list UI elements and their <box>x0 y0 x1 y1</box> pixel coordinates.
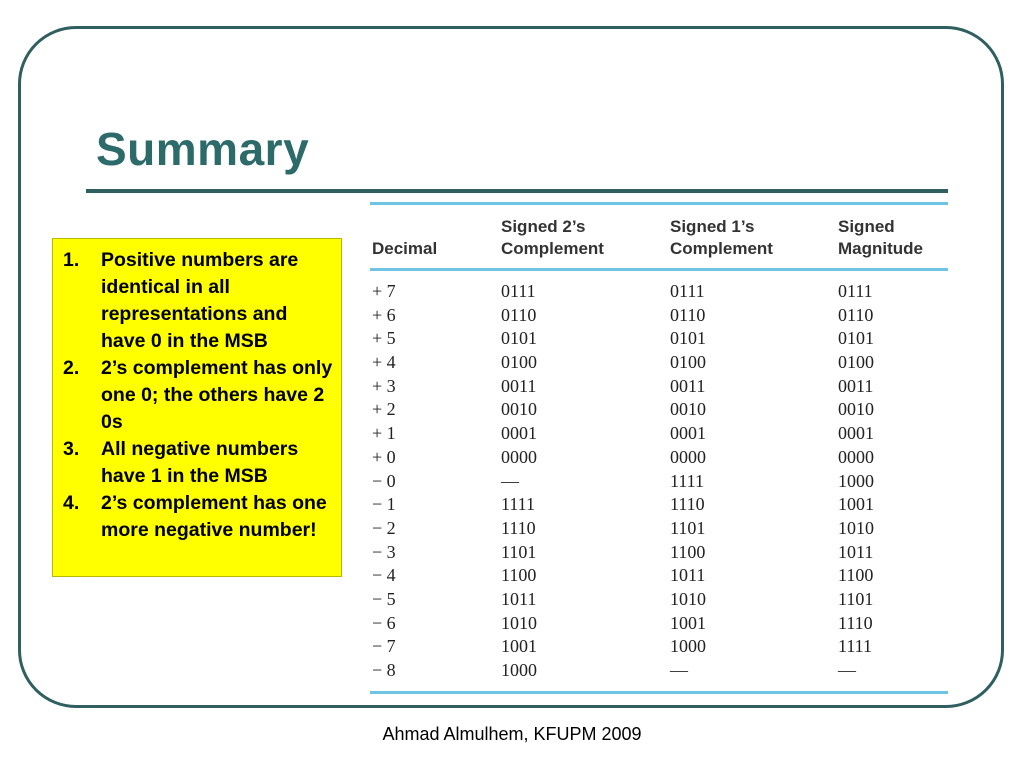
header-decimal: Decimal <box>372 239 438 258</box>
cell-ones-complement: 0011 <box>670 375 706 396</box>
cell-signed-magnitude: 0010 <box>838 399 874 420</box>
cell-ones-complement: 0100 <box>670 352 706 373</box>
cell-twos-complement: 1000 <box>501 660 537 680</box>
cell-ones-complement: 1011 <box>670 565 706 586</box>
cell-decimal: + 7 <box>372 281 396 301</box>
cell-decimal: − 8 <box>372 660 396 680</box>
cell-signed-magnitude: 1111 <box>838 636 872 657</box>
table-row <box>370 280 948 304</box>
cell-signed-magnitude: 0000 <box>838 446 874 467</box>
item-text: 2’s complement has one more negative number! <box>101 492 327 541</box>
cell-twos-complement: 1111 <box>501 494 535 515</box>
table-row <box>370 351 948 375</box>
table-top-rule <box>370 202 948 205</box>
cell-twos-complement: 0001 <box>501 423 537 444</box>
cell-decimal: − 3 <box>372 541 396 562</box>
header-signed-magnitude: Signed Magnitude <box>838 217 923 258</box>
cell-decimal: − 2 <box>372 517 396 538</box>
cell-twos-complement: 0011 <box>501 375 537 396</box>
cell-signed-magnitude: 0101 <box>838 328 874 349</box>
table-row <box>370 422 948 446</box>
cell-ones-complement: 0001 <box>670 423 706 444</box>
cell-decimal: + 6 <box>372 304 396 325</box>
table-header-rule <box>370 268 948 271</box>
title-divider <box>86 189 948 193</box>
cell-decimal: − 4 <box>372 565 396 586</box>
cell-twos-complement: 0111 <box>501 281 536 301</box>
table-row <box>370 470 948 494</box>
cell-decimal: − 7 <box>372 636 396 657</box>
cell-twos-complement: 0010 <box>501 399 537 420</box>
cell-decimal: + 4 <box>372 352 396 373</box>
table-row <box>370 493 948 517</box>
cell-ones-complement: 0000 <box>670 446 706 467</box>
summary-item <box>59 436 337 490</box>
table-row <box>370 588 948 612</box>
cell-twos-complement: 0000 <box>501 446 537 467</box>
table-bottom-rule <box>370 691 948 694</box>
cell-ones-complement: 0010 <box>670 399 706 420</box>
cell-ones-complement: 0110 <box>670 304 706 325</box>
cell-signed-magnitude: 1011 <box>838 541 874 562</box>
table-row <box>370 612 948 636</box>
cell-decimal: − 5 <box>372 588 396 609</box>
cell-signed-magnitude: 0111 <box>838 281 873 301</box>
cell-signed-magnitude: 0100 <box>838 352 874 373</box>
table-row <box>370 446 948 470</box>
cell-ones-complement: 1010 <box>670 588 706 609</box>
cell-decimal: − 0 <box>372 470 396 491</box>
summary-item <box>59 490 337 544</box>
cell-twos-complement: 1011 <box>501 588 537 609</box>
cell-twos-complement: 1110 <box>501 517 536 538</box>
cell-ones-complement: 1000 <box>670 636 706 657</box>
table-row <box>370 659 948 683</box>
table-body <box>370 280 948 683</box>
cell-signed-magnitude: 1100 <box>838 565 874 586</box>
item-number: 2. <box>63 357 80 379</box>
summary-callout <box>52 238 342 577</box>
cell-decimal: + 3 <box>372 375 396 396</box>
item-text: 2’s complement has only one 0; the others have 2 0s <box>101 357 333 433</box>
cell-ones-complement: 1101 <box>670 517 706 538</box>
table-row <box>370 517 948 541</box>
cell-signed-magnitude: 1101 <box>838 588 874 609</box>
table-row <box>370 635 948 659</box>
header-ones-complement: Signed 1’s Complement <box>670 217 773 258</box>
cell-twos-complement: 0101 <box>501 328 537 349</box>
cell-decimal: + 2 <box>372 399 396 420</box>
cell-twos-complement: 1001 <box>501 636 537 657</box>
cell-twos-complement: — <box>501 470 519 491</box>
cell-twos-complement: 1101 <box>501 541 537 562</box>
cell-signed-magnitude: 1000 <box>838 470 874 491</box>
cell-ones-complement: 1100 <box>670 541 706 562</box>
item-number: 3. <box>63 438 80 460</box>
cell-signed-magnitude: 1110 <box>838 612 873 633</box>
item-text: Positive numbers are identical in all representations and have 0 in the MSB <box>101 249 299 352</box>
cell-signed-magnitude: — <box>838 660 856 680</box>
cell-signed-magnitude: 1010 <box>838 517 874 538</box>
cell-decimal: + 0 <box>372 446 396 467</box>
cell-signed-magnitude: 0011 <box>838 375 874 396</box>
table-row <box>370 564 948 588</box>
header-twos-complement: Signed 2’s Complement <box>501 217 604 258</box>
cell-twos-complement: 1010 <box>501 612 537 633</box>
cell-twos-complement: 1100 <box>501 565 537 586</box>
cell-ones-complement: 1110 <box>670 494 705 515</box>
cell-ones-complement: 0101 <box>670 328 706 349</box>
cell-ones-complement: — <box>670 660 688 680</box>
slide-footer: Ahmad Almulhem, KFUPM 2009 <box>382 724 642 744</box>
summary-item <box>59 355 337 436</box>
table-row <box>370 327 948 351</box>
cell-signed-magnitude: 0110 <box>838 304 874 325</box>
cell-decimal: + 1 <box>372 423 396 444</box>
cell-decimal: − 1 <box>372 494 396 515</box>
table-row <box>370 375 948 399</box>
cell-decimal: + 5 <box>372 328 396 349</box>
slide-title: Summary <box>96 123 310 175</box>
table-row <box>370 541 948 565</box>
table-row <box>370 304 948 328</box>
cell-ones-complement: 1111 <box>670 470 704 491</box>
cell-signed-magnitude: 1001 <box>838 494 874 515</box>
item-number: 4. <box>63 492 80 514</box>
table-row <box>370 398 948 422</box>
cell-ones-complement: 0111 <box>670 281 705 301</box>
cell-ones-complement: 1001 <box>670 612 706 633</box>
summary-list <box>59 247 337 544</box>
cell-signed-magnitude: 0001 <box>838 423 874 444</box>
cell-twos-complement: 0100 <box>501 352 537 373</box>
item-text: All negative numbers have 1 in the MSB <box>101 438 299 487</box>
item-number: 1. <box>63 249 80 271</box>
summary-item <box>59 247 337 355</box>
cell-twos-complement: 0110 <box>501 304 537 325</box>
cell-decimal: − 6 <box>372 612 396 633</box>
